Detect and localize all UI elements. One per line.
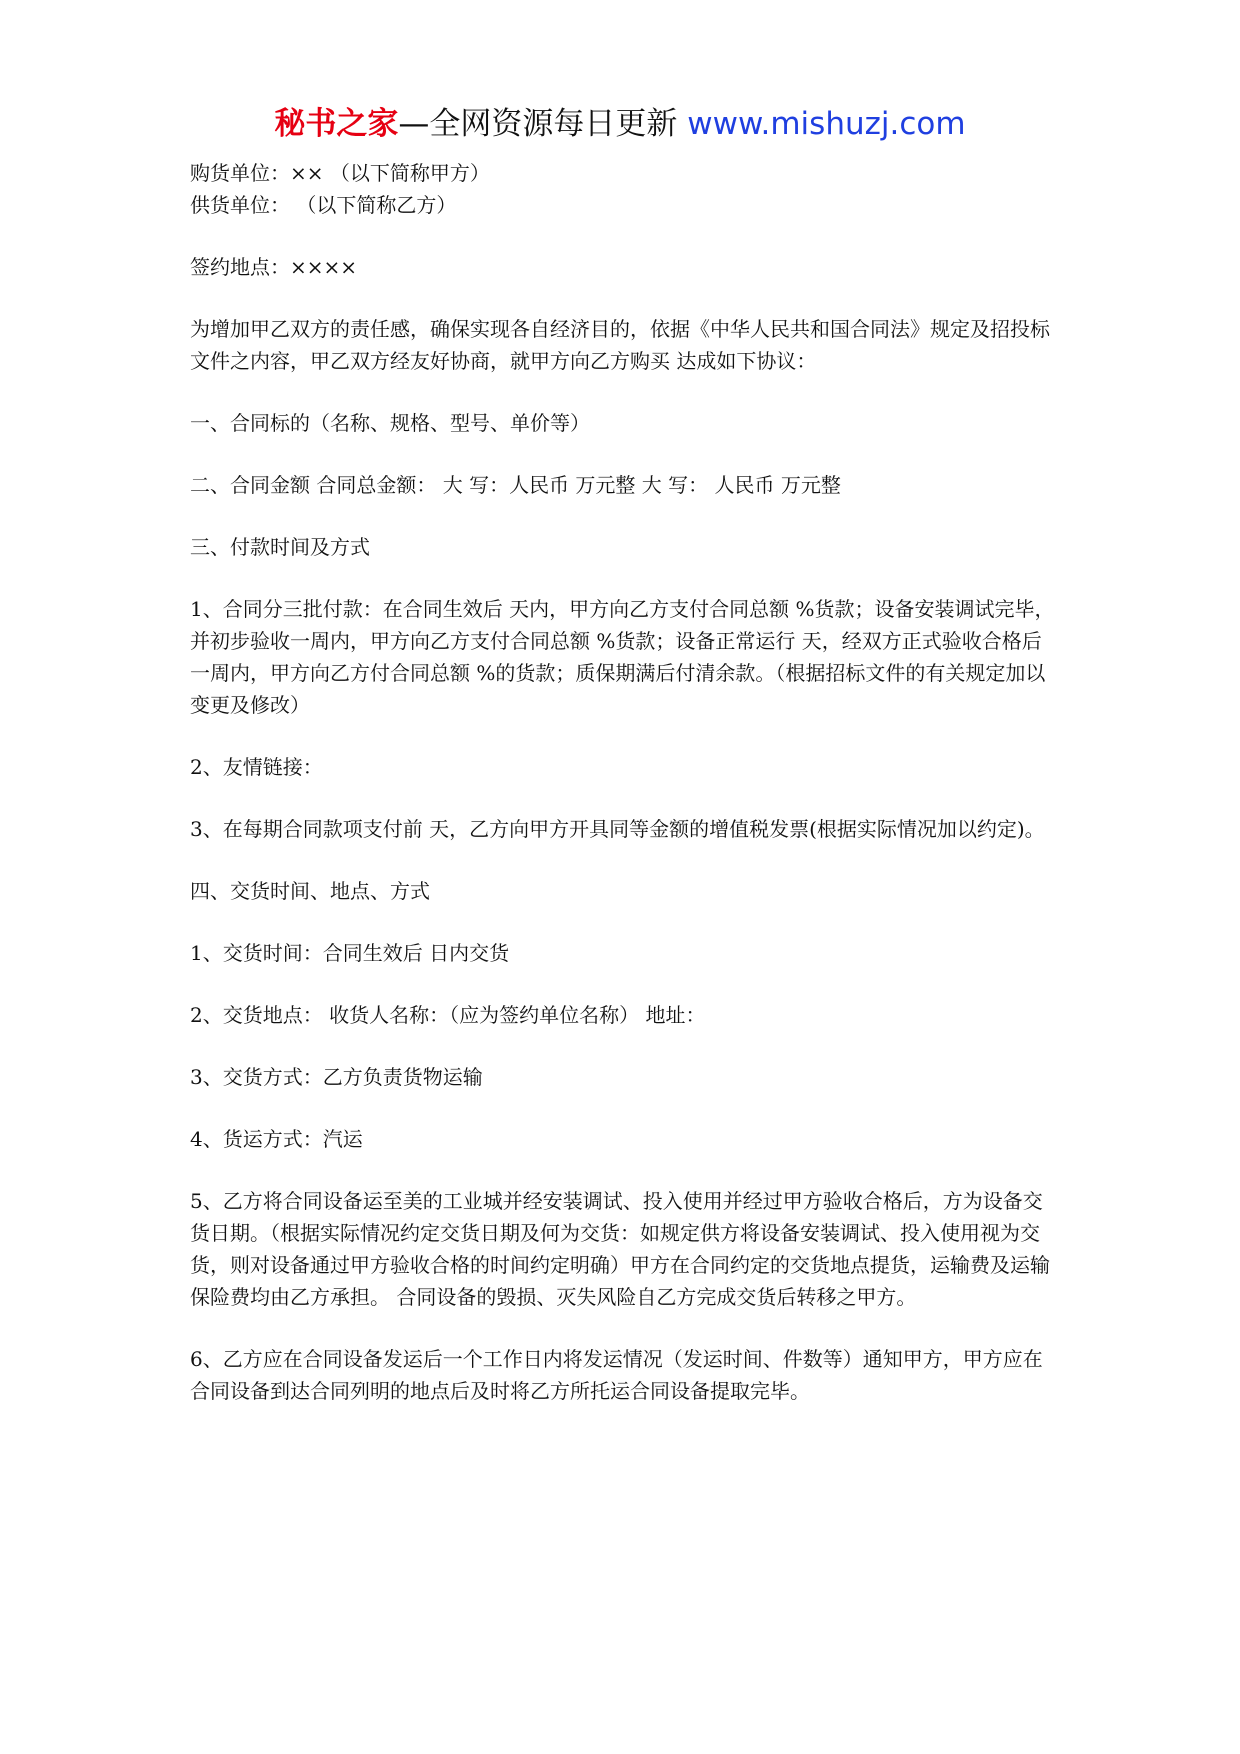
location-line: 签约地点：×××× <box>190 255 358 279</box>
section-4-title: 四、交货时间、地点、方式 <box>190 879 430 903</box>
supplier-line: 供货单位： （以下简称乙方） <box>190 193 457 217</box>
site-header <box>0 100 1240 148</box>
section-3-item-3: 3、在每期合同款项支付前 天，乙方向甲方开具同等金额的增值税发票(根据实际情况加以约定)。 <box>190 817 1045 841</box>
section-4-item-2: 2、交货地点： 收货人名称：（应为签约单位名称） 地址： <box>190 1003 706 1027</box>
section-2-title: 二、合同金额 合同总金额： 大 写：人民币 万元整 大 写： 人民币 万元整 <box>190 473 841 497</box>
brand-name: 秘书之家 <box>274 106 399 142</box>
contract-body <box>190 157 1056 1407</box>
buyer-line: 购货单位：×× （以下简称甲方） <box>190 161 490 185</box>
section-1-title: 一、合同标的（名称、规格、型号、单价等） <box>190 411 590 435</box>
header-tagline: —全网资源每日更新 <box>398 106 688 142</box>
section-4-item-6: 6、乙方应在合同设备发运后一个工作日内将发运情况（发运时间、件数等）通知甲方，甲方应在合同设备到达合同列明的地点后及时将乙方所托运合同设备提取完毕。 <box>190 1347 1043 1403</box>
section-3-item-1: 1、合同分三批付款：在合同生效后 天内，甲方向乙方支付合同总额 %货款；设备安装调试完毕，并初步验收一周内，甲方向乙方支付合同总额 %货款；设备正常运行 天，经双方正式验收合格后一周内，甲方向乙方付合同总额 %的货款；质保期满后付清余款。（根据招标文件的有关规定加以变更及修改） <box>190 597 1055 717</box>
site-url[interactable]: www.mishuzj.com <box>687 106 966 142</box>
section-4-item-5: 5、乙方将合同设备运至美的工业城并经安装调试、投入使用并经过甲方验收合格后，方为设备交货日期。（根据实际情况约定交货日期及何为交货：如规定供方将设备安装调试、投入使用视为交货，则对设备通过甲方验收合格的时间约定明确）甲方在合同约定的交货地点提货，运输费及运输保险费均由乙方承担。 合同设备的毁损、灭失风险自乙方完成交货后转移之甲方。 <box>190 1189 1050 1309</box>
intro-paragraph: 为增加甲乙双方的责任感，确保实现各自经济目的，依据《中华人民共和国合同法》规定及招投标文件之内容，甲乙双方经友好协商，就甲方向乙方购买 达成如下协议： <box>190 317 1050 373</box>
section-4-item-4: 4、货运方式：汽运 <box>190 1127 363 1151</box>
section-3-title: 三、付款时间及方式 <box>190 535 370 559</box>
section-4-item-3: 3、交货方式：乙方负责货物运输 <box>190 1065 483 1089</box>
section-3-item-2: 2、友情链接： <box>190 755 323 779</box>
section-4-item-1: 1、交货时间：合同生效后 日内交货 <box>190 941 510 965</box>
